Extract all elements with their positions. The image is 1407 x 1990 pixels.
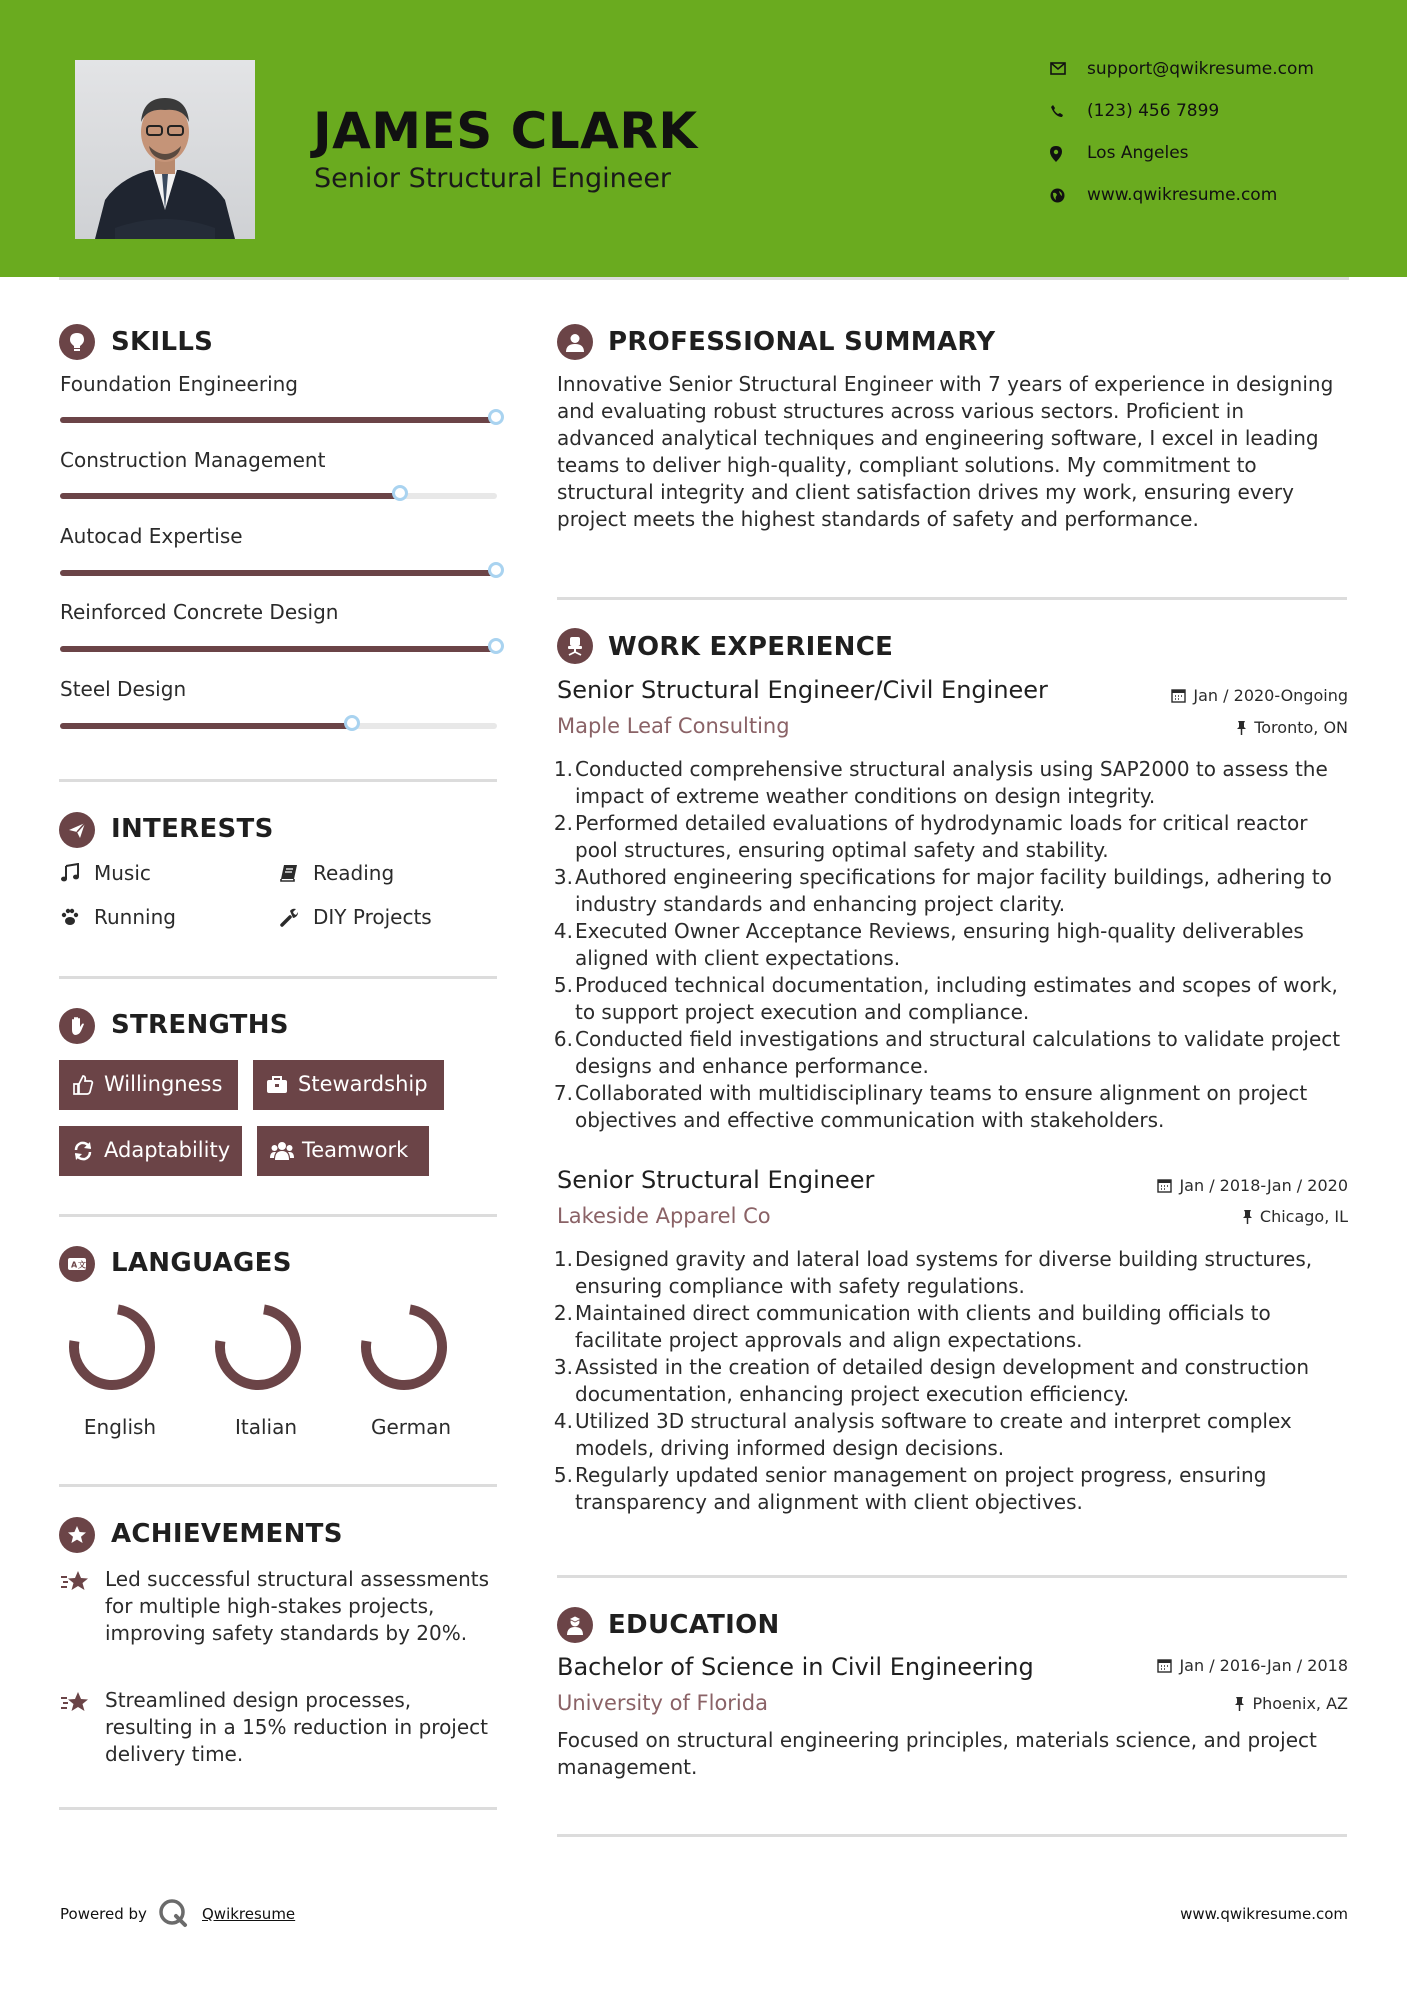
- strength-chip: [257, 1126, 429, 1176]
- job-title: Senior Structural Engineer/Civil Engineer: [557, 676, 1048, 704]
- job-bullet: 5. Produced technical documentation, including estimates and scopes of work, to support project execution and compliance.: [553, 973, 1338, 1024]
- candidate-title: Senior Structural Engineer: [314, 163, 672, 194]
- lightbulb-icon: [59, 324, 95, 360]
- calendar-icon: [1157, 1178, 1172, 1193]
- section-divider: [59, 1484, 497, 1487]
- job-bullets: [553, 1246, 1347, 1516]
- skill-bar-fill: [60, 493, 401, 499]
- contact-website-text: www.qwikresume.com: [1087, 185, 1278, 205]
- job-bullet: 2. Performed detailed evaluations of hydrodynamic loads for critical reactor pool structures, ensuring optimal safety and stability.: [553, 811, 1308, 862]
- phone-icon: [1050, 104, 1064, 118]
- skills-heading: SKILLS: [111, 327, 214, 357]
- qwikresume-link[interactable]: Qwikresume: [202, 1905, 296, 1923]
- skill-name: Foundation Engineering: [60, 372, 298, 396]
- paper-plane-icon: [59, 812, 95, 848]
- interest-label: DIY Projects: [313, 905, 432, 929]
- education-dates: [1157, 1656, 1348, 1675]
- section-divider: [59, 779, 497, 782]
- language-ring-arc: [366, 1309, 442, 1385]
- skill-bar-fill: [60, 723, 353, 729]
- thumbs-up-icon: [72, 1074, 94, 1096]
- language-ring-arc: [220, 1309, 296, 1385]
- section-divider: [59, 1214, 497, 1217]
- book-icon: [279, 863, 299, 883]
- job-bullet-text: Assisted in the creation of detailed design development and construction documentation, enhancing project execution efficiency.: [575, 1355, 1310, 1406]
- job-bullet: 4. Utilized 3D structural analysis software to create and interpret complex models, driving informed design decisions.: [553, 1409, 1292, 1460]
- briefcase-icon: [266, 1074, 288, 1096]
- paw-icon: [60, 907, 80, 927]
- summary-heading: PROFESSIONAL SUMMARY: [608, 327, 996, 357]
- skill-bar-knob: [488, 638, 504, 654]
- language-name: German: [370, 1415, 452, 1439]
- education-description: Focused on structural engineering principles, materials science, and project management.: [557, 1728, 1317, 1779]
- achievement-text: Streamlined design processes, resulting in a 15% reduction in project delivery time.: [105, 1688, 489, 1766]
- job-bullet: 1. Conducted comprehensive structural analysis using SAP2000 to assess the impact of extreme weather conditions on design integrity.: [553, 757, 1328, 808]
- skill-bar: [60, 493, 497, 499]
- job-bullet: 7. Collaborated with multidisciplinary teams to ensure alignment on project objectives and effective communication with stakeholders.: [553, 1081, 1308, 1132]
- job-dates: [1157, 1176, 1348, 1195]
- skill-bar-fill: [60, 646, 497, 652]
- skill-bar: [60, 417, 497, 423]
- strength-chip: [59, 1060, 238, 1110]
- powered-by-text: Powered by: [60, 1905, 147, 1923]
- calendar-icon: [1157, 1658, 1172, 1673]
- skill-name: Autocad Expertise: [60, 524, 243, 548]
- skill-bar-fill: [60, 417, 497, 423]
- education-location: [1234, 1694, 1348, 1713]
- section-divider: [557, 597, 1347, 600]
- job-bullet: 2. Maintained direct communication with clients and building officials to facilitate project approvals and align expectations.: [553, 1301, 1271, 1352]
- degree-title: Bachelor of Science in Civil Engineering: [557, 1653, 1034, 1681]
- interests-heading: INTERESTS: [111, 814, 274, 844]
- job-bullet: 6. Conducted field investigations and structural calculations to validate project designs and enhance performance.: [553, 1027, 1341, 1078]
- svg-text:文: 文: [78, 1260, 86, 1270]
- language-name: Italian: [234, 1415, 298, 1439]
- strength-chip: [59, 1126, 242, 1176]
- skill-name: Reinforced Concrete Design: [60, 600, 339, 624]
- strengths-heading: STRENGTHS: [111, 1010, 289, 1040]
- globe-icon: [1050, 188, 1065, 203]
- languages-heading: LANGUAGES: [111, 1248, 292, 1278]
- job-location: [1242, 1207, 1348, 1226]
- office-chair-icon: [557, 628, 593, 664]
- job-bullet: 3. Assisted in the creation of detailed design development and construction documentation, enhancing project execution efficiency.: [553, 1355, 1310, 1406]
- skill-bar-knob: [344, 715, 360, 731]
- skill-bar: [60, 570, 497, 576]
- header-banner: [0, 0, 1407, 277]
- job-bullet-text: Executed Owner Acceptance Reviews, ensuring high-quality deliverables aligned with client expectations.: [575, 919, 1304, 970]
- job-bullet-text: Conducted comprehensive structural analysis using SAP2000 to assess the impact of extreme weather conditions on design integrity.: [575, 757, 1328, 808]
- skill-bar: [60, 646, 497, 652]
- star-icon: [60, 1690, 92, 1714]
- language-ring: [67, 1302, 157, 1392]
- job-bullet: 5. Regularly updated senior management on project progress, ensuring transparency and alignment with client objectives.: [553, 1463, 1267, 1514]
- skill-name: Construction Management: [60, 448, 326, 472]
- job-bullet-text: Collaborated with multidisciplinary teams to ensure alignment on project objectives and effective communication with stakeholders.: [575, 1081, 1308, 1132]
- map-marker-icon: [1050, 146, 1062, 162]
- achievement-item: [60, 1566, 500, 1647]
- achievement-item: [60, 1687, 500, 1768]
- strength-label: Willingness: [104, 1072, 223, 1096]
- skill-bar-knob: [488, 409, 504, 425]
- refresh-icon: [72, 1140, 94, 1162]
- interest-label: Running: [94, 905, 176, 929]
- job-location-text: Chicago, IL: [1259, 1207, 1348, 1226]
- section-divider: [557, 1834, 1347, 1837]
- job-bullet: 4. Executed Owner Acceptance Reviews, ensuring high-quality deliverables aligned with client expectations.: [553, 919, 1304, 970]
- language-name: English: [83, 1415, 157, 1439]
- pushpin-icon: [1242, 1209, 1253, 1224]
- job-company: Lakeside Apparel Co: [557, 1204, 771, 1228]
- skill-bar: [60, 723, 497, 729]
- job-bullet: 1. Designed gravity and lateral load systems for diverse building structures, ensuring compliance with safety regulations.: [553, 1247, 1313, 1298]
- language-icon: [59, 1246, 95, 1282]
- contact-email-text: support@qwikresume.com: [1087, 59, 1314, 79]
- achievement-text: Led successful structural assessments for multiple high-stakes projects, improving safety standards by 20%.: [105, 1567, 490, 1645]
- education-dates-text: Jan / 2016-Jan / 2018: [1179, 1656, 1348, 1675]
- education-heading: EDUCATION: [608, 1610, 780, 1640]
- job-bullet-text: Regularly updated senior management on project progress, ensuring transparency and alignment with client objectives.: [575, 1463, 1267, 1514]
- profile-photo: [75, 60, 255, 239]
- job-company: Maple Leaf Consulting: [557, 714, 790, 738]
- candidate-name: JAMES CLARK: [313, 102, 698, 160]
- education-location-text: Phoenix, AZ: [1252, 1694, 1348, 1713]
- pushpin-icon: [1234, 1696, 1245, 1711]
- calendar-icon: [1171, 688, 1186, 703]
- job-bullet-text: Produced technical documentation, including estimates and scopes of work, to support project execution and compliance.: [575, 973, 1338, 1024]
- language-ring: [213, 1302, 303, 1392]
- footer-website-link[interactable]: www.qwikresume.com: [1180, 1905, 1348, 1923]
- user-icon: [557, 324, 593, 360]
- achievements-heading: ACHIEVEMENTS: [111, 1519, 343, 1549]
- job-bullet-text: Conducted field investigations and structural calculations to validate project designs and enhance performance.: [575, 1027, 1341, 1078]
- svg-text:A: A: [71, 1260, 78, 1270]
- graduate-icon: [557, 1607, 593, 1643]
- strength-label: Stewardship: [298, 1072, 428, 1096]
- envelope-icon: [1050, 62, 1066, 75]
- job-bullet: 3. Authored engineering specifications for major facility buildings, adhering to industry standards and enhancing project clarity.: [553, 865, 1332, 916]
- experience-heading: WORK EXPERIENCE: [608, 632, 894, 662]
- strength-label: Teamwork: [302, 1138, 409, 1162]
- users-icon: [270, 1140, 294, 1162]
- qwikresume-logo-icon: [157, 1897, 189, 1929]
- job-location-text: Toronto, ON: [1254, 718, 1348, 737]
- strength-chip: [253, 1060, 444, 1110]
- header-divider: [59, 277, 1349, 280]
- interest-label: Reading: [313, 861, 395, 885]
- job-bullet-text: Maintained direct communication with clients and building officials to facilitate project approvals and align expectations.: [575, 1301, 1271, 1352]
- wrench-icon: [279, 907, 299, 927]
- contact-location-text: Los Angeles: [1087, 143, 1189, 163]
- strength-label: Adaptability: [104, 1138, 231, 1162]
- contact-phone-text: (123) 456 7899: [1087, 101, 1220, 121]
- job-bullet-text: Utilized 3D structural analysis software to create and interpret complex models, driving informed design decisions.: [575, 1409, 1292, 1460]
- job-bullet-text: Performed detailed evaluations of hydrodynamic loads for critical reactor pool structures, ensuring optimal safety and stability.: [575, 811, 1308, 862]
- skill-bar-knob: [392, 485, 408, 501]
- job-dates-text: Jan / 2020-Ongoing: [1193, 686, 1348, 705]
- star-icon: [59, 1517, 95, 1553]
- skill-name: Steel Design: [60, 677, 187, 701]
- hand-icon: [59, 1008, 95, 1044]
- interest-label: Music: [94, 861, 151, 885]
- section-divider: [557, 1575, 1347, 1578]
- job-dates: [1171, 686, 1348, 705]
- pushpin-icon: [1236, 720, 1247, 735]
- job-bullet-text: Designed gravity and lateral load systems for diverse building structures, ensuring compliance with safety regulations.: [575, 1247, 1313, 1298]
- job-bullets: [553, 756, 1347, 1134]
- skill-bar-fill: [60, 570, 497, 576]
- school-name: University of Florida: [557, 1691, 768, 1715]
- star-icon: [60, 1569, 92, 1593]
- skill-bar-knob: [488, 562, 504, 578]
- job-title: Senior Structural Engineer: [557, 1166, 875, 1194]
- job-location: [1236, 718, 1348, 737]
- language-ring: [359, 1302, 449, 1392]
- music-icon: [60, 863, 80, 883]
- job-dates-text: Jan / 2018-Jan / 2020: [1179, 1176, 1348, 1195]
- section-divider: [59, 1807, 497, 1810]
- section-divider: [59, 976, 497, 979]
- language-ring-arc: [74, 1309, 150, 1385]
- job-bullet-text: Authored engineering specifications for major facility buildings, adhering to industry standards and enhancing project clarity.: [575, 865, 1332, 916]
- summary-text: Innovative Senior Structural Engineer with 7 years of experience in designing and evaluating robust structures across various sectors. Proficient in advanced analytical techniques and engineering software, I excel in leading teams to deliver high-quality, compliant solutions. My commitment to structural integrity and client satisfaction drives my work, ensuring every project meets the highest standards of safety and performance.: [557, 372, 1334, 531]
